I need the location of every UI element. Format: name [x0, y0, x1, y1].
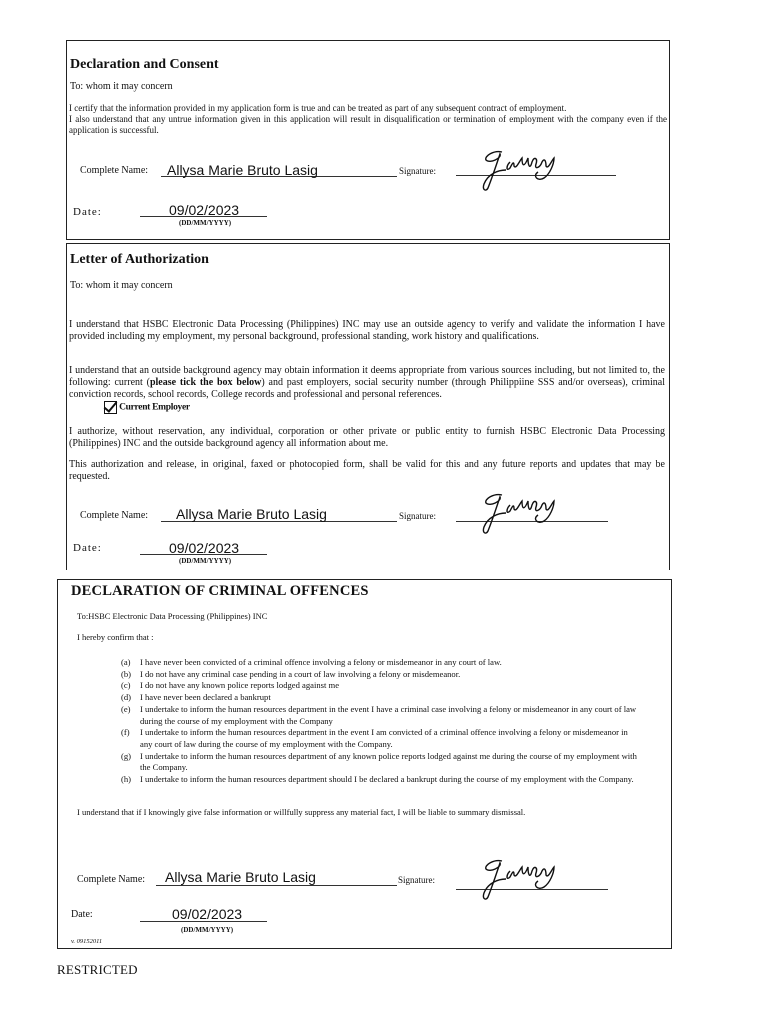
- declaration-item: [121, 669, 641, 681]
- declaration-item-text: I do not have any known police reports lodged against me: [140, 680, 340, 691]
- declaration-item-text: I undertake to inform the human resources department in the event I am convicted of a criminal offence involving a felony or misdemeanor in any court of law during the course of my employment with the Company.: [140, 727, 628, 749]
- name-label: Complete Name:: [80, 165, 149, 176]
- addressee: To:HSBC Electronic Data Processing (Philippines) INC: [77, 611, 268, 621]
- declaration-item: [121, 774, 641, 786]
- current-employer-option[interactable]: [104, 401, 190, 414]
- date-value: 09/02/2023: [169, 202, 240, 218]
- section-title: Declaration and Consent: [70, 57, 219, 72]
- declaration-list: [121, 657, 641, 786]
- declaration-item-key: (h): [121, 774, 132, 785]
- declaration-item: [121, 692, 641, 704]
- declaration-consent-section: [66, 40, 670, 240]
- declaration-item-text: I have never been convicted of a criminal offence involving a felony or misdemeanor in any court of law.: [140, 657, 502, 667]
- addressee: To: whom it may concern: [70, 280, 173, 291]
- declaration-item-key: (f): [121, 727, 130, 738]
- complete-name-value: Allysa Marie Bruto Lasig: [167, 162, 318, 178]
- declaration-item: [121, 751, 641, 774]
- date-label: Date:: [73, 542, 102, 554]
- date-format-hint: (DD/MM/YYYY): [179, 557, 232, 565]
- date-label: Date:: [73, 206, 102, 218]
- background-sources-text: [69, 365, 665, 401]
- declaration-item-key: (e): [121, 703, 131, 714]
- name-label: Complete Name:: [77, 874, 146, 885]
- declaration-item: [121, 680, 641, 692]
- signature-image: [472, 144, 572, 194]
- signature-label: Signature:: [398, 875, 435, 885]
- letter-of-authorization-section: [66, 243, 670, 570]
- declaration-item-text: I do not have any criminal case pending in a court of law involving a felony or misdemeanor.: [140, 668, 461, 679]
- complete-name-value: Allysa Marie Bruto Lasig: [165, 869, 316, 885]
- certify-text: I certify that the information provided in my application form is true and can be treated as part of any subsequent contract of employment.: [69, 103, 567, 113]
- current-employer-label: Current Employer: [119, 402, 190, 413]
- agency-verification-text: I understand that HSBC Electronic Data Processing (Philippines) INC may use an outside agency to verify and validate the information I have provided including my employment, my personal background, professional standing, work history and qualifications.: [69, 319, 665, 342]
- criminal-offences-section: [57, 579, 672, 949]
- signature-image: [472, 487, 572, 537]
- date-value: 09/02/2023: [172, 906, 243, 922]
- confirm-text: I hereby confirm that :: [77, 632, 154, 642]
- declaration-item: [121, 727, 641, 750]
- signature-label: Signature:: [399, 511, 436, 521]
- declaration-item: [121, 657, 641, 669]
- background-sources-text-part1: I understand that an outside background agency may obtain information it deems appropriate from various sources including, but not limited to, the following: current (: [69, 365, 665, 388]
- dismissal-text: I understand that if I knowingly give false information or willfully suppress any material fact, I will be liable to summary dismissal.: [77, 807, 526, 817]
- date-value: 09/02/2023: [169, 540, 240, 556]
- section-title: Letter of Authorization: [70, 252, 209, 267]
- classification-footer: RESTRICTED: [57, 962, 138, 977]
- declaration-item-key: (g): [121, 750, 132, 761]
- current-employer-checkbox[interactable]: [104, 401, 117, 414]
- authorize-text: I authorize, without reservation, any individual, corporation or other private or public entity to furnish HSBC Electronic Data Processing (Philippines) INC and the outside background agency all information about me.: [69, 426, 665, 449]
- name-underline: [156, 885, 397, 886]
- complete-name-value: Allysa Marie Bruto Lasig: [176, 506, 327, 522]
- signature-image: [472, 853, 572, 903]
- declaration-item-text: I have never been declared a bankrupt: [140, 692, 271, 703]
- addressee: To: whom it may concern: [70, 81, 173, 92]
- declaration-item-text: I undertake to inform the human resources department should I be declared a bankrupt during the course of my employment with the Company.: [140, 774, 634, 785]
- background-sources-text-part2: ) and past employers, social security number (through Philippiine SSS and/or overseas), criminal conviction records, school records, College records and professional and personal references.: [69, 377, 666, 400]
- declaration-item-key: (a): [121, 657, 131, 667]
- declaration-item-key: (c): [121, 680, 131, 691]
- validity-text: This authorization and release, in original, faxed or photocopied form, shall be valid for this and any future reports and updates that may be requested.: [69, 459, 665, 482]
- section-title: DECLARATION OF CRIMINAL OFFENCES: [71, 583, 369, 599]
- date-label: Date:: [71, 909, 93, 920]
- tick-box-instruction: please tick the box below: [149, 377, 262, 388]
- version-label: v. 09152011: [71, 938, 103, 945]
- signature-label: Signature:: [399, 166, 436, 176]
- understand-text: I also understand that any untrue information given in this application will result in disqualification or termination of employment with the company even if the application is successful.: [69, 114, 667, 135]
- declaration-item-key: (b): [121, 668, 132, 679]
- declaration-item-text: I undertake to inform the human resources department of any known police reports lodged against me during the course of my employment with the Company.: [140, 750, 637, 773]
- date-format-hint: (DD/MM/YYYY): [179, 219, 232, 227]
- declaration-item-text: I undertake to inform the human resources department in the event I have a criminal case involving a felony or misdemeanor in any court of law during the course of my employment with the Company: [140, 703, 637, 726]
- name-label: Complete Name:: [80, 510, 149, 521]
- date-format-hint: (DD/MM/YYYY): [181, 926, 234, 934]
- declaration-item-key: (d): [121, 692, 132, 703]
- declaration-item: [121, 704, 641, 727]
